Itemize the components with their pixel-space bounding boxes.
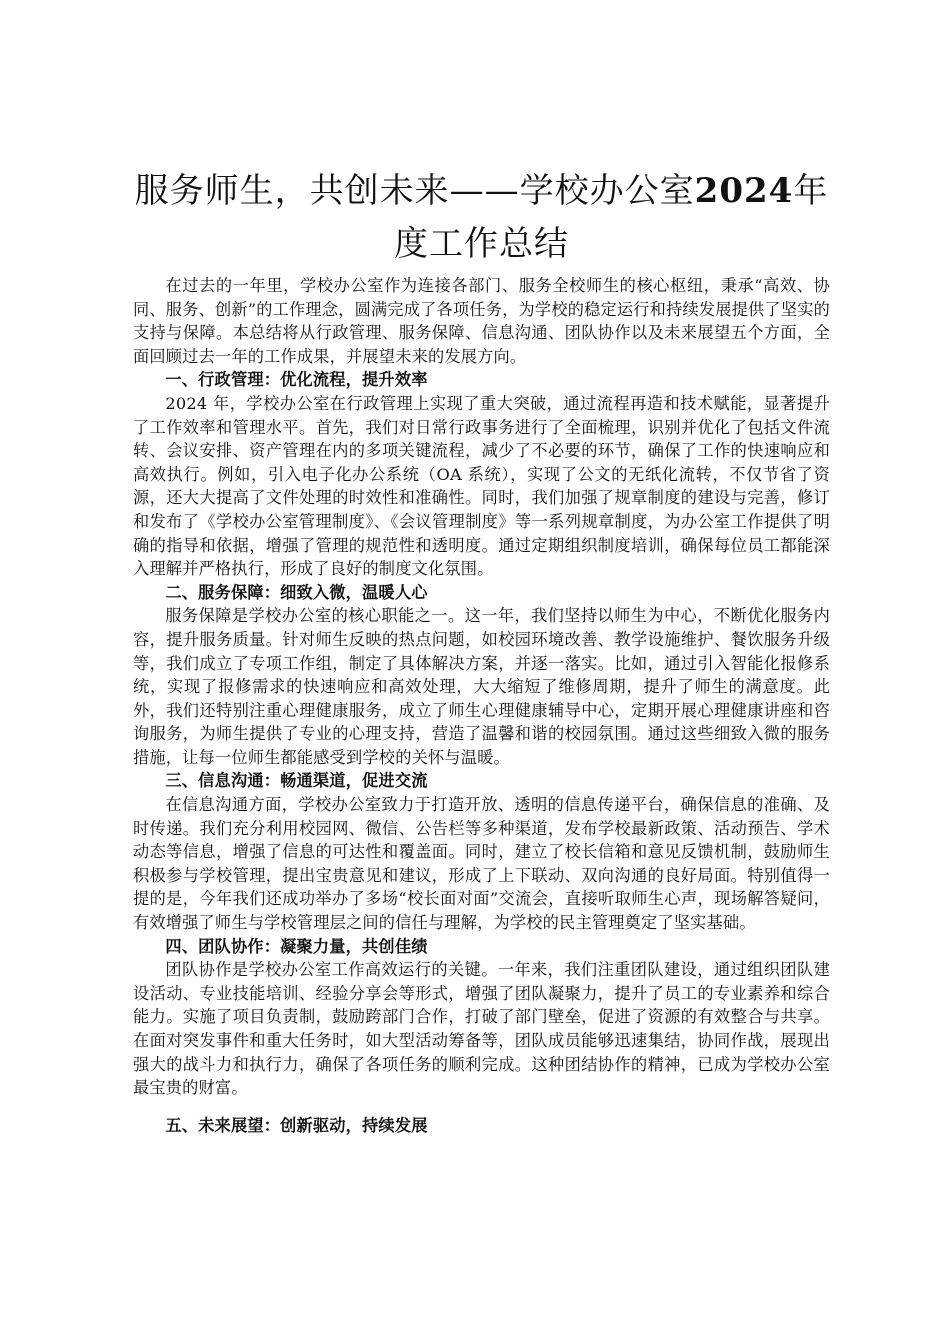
title-year: 2024: [694, 171, 794, 211]
section-heading-teamwork: 四、团队协作：凝聚力量，共创佳绩: [165, 936, 428, 956]
intro-paragraph: 在过去的一年里，学校办公室作为连接各部门、服务全校师生的核心枢纽，秉承“高效、协同、服务、创新”的工作理念，圆满完成了各项任务，为学校的稳定运行和持续发展提供了坚实的支持与保障。本总结将从行政管理、服务保障、信息沟通、团队协作以及未来展望五个方面，全面回顾过去一年的工作成果，并展望未来的发展方向。: [133, 276, 830, 366]
section-heading-service: 二、服务保障：细致入微，温暖人心: [165, 582, 428, 602]
document-title: [133, 165, 830, 271]
document-content: [133, 165, 830, 1137]
section-heading-communication: 三、信息沟通：畅通渠道，促进交流: [165, 771, 428, 791]
section-body-communication: 在信息沟通方面，学校办公室致力于打造开放、透明的信息传递平台，确保信息的准确、及时传递。我们充分利用校园网、微信、公告栏等多种渠道，发布学校最新政策、活动预告、学术动态等信息，增强了信息的可达性和覆盖面。同时，建立了校长信箱和意见反馈机制，鼓励师生积极参与学校管理，提出宝贵意见和建议，形成了上下联动、双向沟通的良好局面。特别值得一提的是，今年我们还成功举办了多场“校长面对面”交流会，直接听取师生心声，现场解答疑问，有效增强了师生与学校管理层之间的信任与理解，为学校的民主管理奠定了坚实基础。: [133, 795, 830, 933]
section-body-service: 服务保障是学校办公室的核心职能之一。这一年，我们坚持以师生为中心，不断优化服务内容，提升服务质量。针对师生反映的热点问题，如校园环境改善、教学设施维护、餐饮服务升级等，我们成立了专项工作组，制定了具体解决方案，并逐一落实。比如，通过引入智能化报修系统，实现了报修需求的快速响应和高效处理，大大缩短了维修周期，提升了师生的满意度。此外，我们还特别注重心理健康服务，成立了师生心理健康辅导中心，定期开展心理健康讲座和咨询服务，为师生提供了专业的心理支持，营造了温馨和谐的校园氛围。通过这些细致入微的服务措施，让每一位师生都能感受到学校的关怀与温暖。: [133, 606, 830, 767]
section-body-administration: 2024 年，学校办公室在行政管理上实现了重大突破，通过流程再造和技术赋能，显著提升了工作效率和管理水平。首先，我们对日常行政事务进行了全面梳理，识别并优化了包括文件流转、会议安排、资产管理在内的多项关键流程，减少了不必要的环节，确保了工作的快速响应和高效执行。例如，引入电子化办公系统（OA 系统），实现了公文的无纸化流转，不仅节省了资源，还大大提高了文件处理的时效性和准确性。同时，我们加强了规章制度的建设与完善，修订和发布了《学校办公室管理制度》、《会议管理制度》等一系列规章制度，为办公室工作提供了明确的指导和依据，增强了管理的规范性和透明度。通过定期组织制度培训，确保每位员工都能深入理解并严格执行，形成了良好的制度文化氛围。: [133, 393, 830, 579]
section-heading-outlook: 五、未来展望：创新驱动，持续发展: [165, 1115, 428, 1135]
section-body-teamwork: 团队协作是学校办公室工作高效运行的关键。一年来，我们注重团队建设，通过组织团队建设活动、专业技能培训、经验分享会等形式，增强了团队凝聚力，提升了员工的专业素养和综合能力。实施了项目负责制，鼓励跨部门合作，打破了部门壁垒，促进了资源的有效整合与共享。在面对突发事件和重大任务时，如大型活动筹备等，团队成员能够迅速集结，协同作战，展现出强大的战斗力和执行力，确保了各项任务的顺利完成。这种团结协作的精神，已成为学校办公室最宝贵的财富。: [133, 960, 830, 1098]
section-heading-administration: 一、行政管理：优化流程，提升效率: [165, 370, 428, 390]
title-text-part2: 年度工作总结: [394, 171, 829, 264]
title-text-part1: 服务师生，共创未来——学校办公室: [134, 171, 695, 211]
